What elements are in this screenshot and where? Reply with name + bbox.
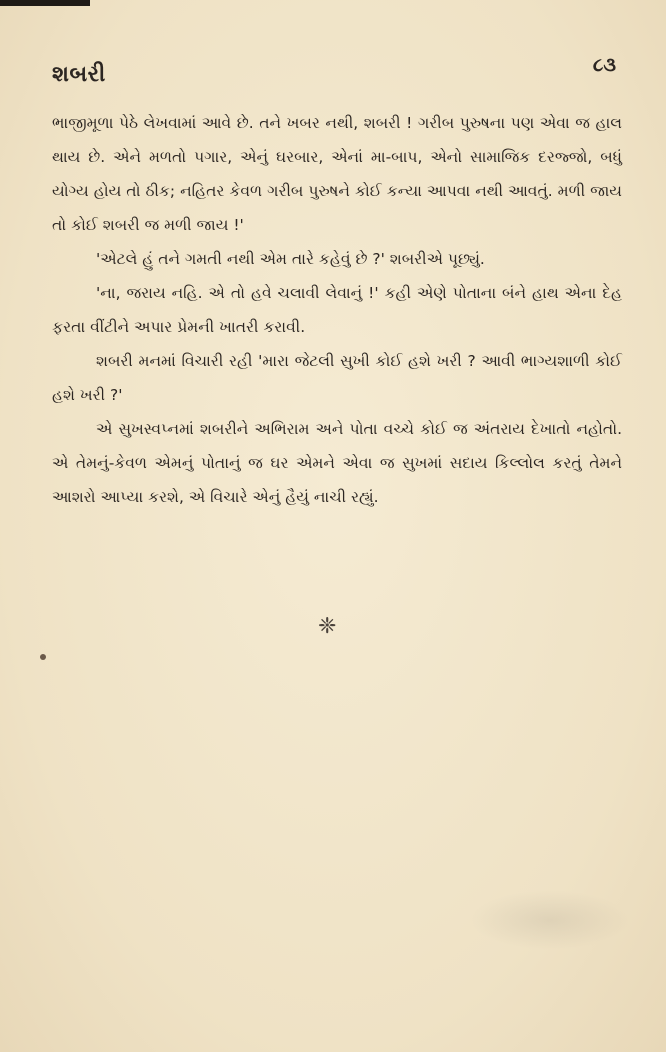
- page-edge-shadow: [0, 0, 90, 6]
- paragraph-continuation: ભાજીમૂળા પેઠે લેખવામાં આવે છે. તને ખબર નથી, શબરી ! ગરીબ પુરુષના પણ એવા જ હાલ થાય છે. એને મળતો પગાર, એનું ઘરબાર, એનાં મા-બાપ, એનો સામાજિક દરજ્જો, બધું યોગ્ય હોય તો ઠીક; નહિતર કેવળ ગરીબ પુરુષને કોઈ કન્યા આપવા નથી આવતું. મળી જાય તો કોઈ શબરી જ મળી જાય !': [52, 114, 622, 234]
- paragraph-shabari-thought: શબરી મનમાં વિચારી રહી 'મારા જેટલી સુખી કોઈ હશે ખરી ? આવી ભાગ્યશાળી કોઈ હશે ખરી ?': [52, 352, 622, 404]
- running-header-title: શબરી: [52, 62, 106, 87]
- paragraph-closing: એ સુખસ્વપ્નમાં શબરીને અભિરામ અને પોતા વચ્ચે કોઈ જ અંતરાય દેખાતો નહોતો. એ તેમનું-કેવળ એમનું પોતાનું જ ઘર એમને એવા જ સુખમાં સદાય કિલ્લોલ કરતું તેમને આશરો આપ્યા કરશે, એ વિચારે એનું હૈયું નાચી રહ્યું.: [52, 420, 622, 506]
- paragraph-dialogue-answer: 'ના, જરાય નહિ. એ તો હવે ચલાવી લેવાનું !' કહી એણે પોતાના બંને હાથ એના દેહ ફરતા વીંટીને અપાર પ્રેમની ખાતરી કરાવી.: [52, 284, 622, 336]
- body-text: [52, 106, 622, 514]
- ink-speck: [40, 654, 46, 660]
- section-end-ornament-icon: ❈: [318, 614, 337, 639]
- page-number: ૮૩: [592, 54, 616, 76]
- paragraph-dialogue-question: 'એટલે હું તને ગમતી નથી એમ તારે કહેવું છે ?' શબરીએ પૂછ્યું.: [96, 250, 485, 268]
- paper-stain: [470, 890, 630, 950]
